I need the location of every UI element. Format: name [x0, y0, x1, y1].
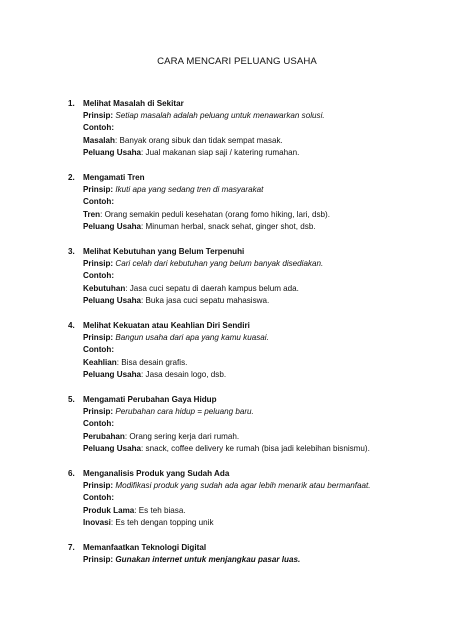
section-number: 5. [68, 395, 75, 404]
line-text: snack, coffee delivery ke rumah (bisa jadi kelebihan bisnismu). [143, 443, 370, 453]
line-text: Cari celah dari kebutuhan yang belum banyak disediakan. [113, 259, 324, 269]
section-line [83, 369, 458, 381]
line-text: Buka jasa cuci sepatu mahasiswa. [143, 295, 270, 305]
line-label: Prinsip: [83, 333, 114, 343]
section-line [83, 406, 458, 418]
line-label: Contoh: [83, 123, 115, 133]
line-label: Masalah [83, 135, 115, 145]
line-label: Kebutuhan [83, 283, 126, 293]
line-label: Prinsip: [83, 407, 114, 417]
section-line [83, 295, 458, 307]
section-heading: Mengamati Perubahan Gaya Hidup [83, 395, 217, 404]
section-6 [68, 468, 458, 529]
line-text: Orang sering kerja dari rumah. [127, 431, 240, 441]
line-text: Orang semakin peduli kesehatan (orang fomo hiking, lari, dsb). [102, 209, 330, 219]
line-label: Contoh: [83, 197, 115, 207]
section-number: 2. [68, 173, 75, 182]
line-separator: : [141, 221, 144, 231]
section-4 [68, 320, 458, 381]
line-label: Peluang Usaha [83, 443, 142, 453]
line-label: Prinsip: [83, 259, 114, 269]
line-text: Modifikasi produk yang sudah ada agar lebih menarik atau bermanfaat. [113, 481, 371, 491]
section-body [68, 554, 458, 566]
line-separator: : [141, 443, 144, 453]
section-heading-row [68, 468, 458, 480]
line-label: Prinsip: [83, 481, 114, 491]
line-text: Setiap masalah adalah peluang untuk menawarkan solusi. [113, 111, 325, 121]
document-title: CARA MENCARI PELUANG USAHA [157, 56, 317, 67]
line-text: Perubahan cara hidup = peluang baru. [113, 407, 254, 417]
line-label: Contoh: [83, 271, 115, 281]
section-line [83, 283, 458, 295]
section-1 [68, 98, 458, 159]
section-number: 3. [68, 247, 75, 256]
line-text: Jasa desain logo, dsb. [143, 369, 227, 379]
section-line [83, 431, 458, 443]
section-body [68, 406, 458, 455]
section-body [68, 480, 458, 529]
section-number: 7. [68, 543, 75, 552]
line-label: Prinsip: [83, 185, 114, 195]
line-text: Gunakan internet untuk menjangkau pasar luas. [113, 555, 301, 565]
section-7 [68, 542, 458, 566]
line-label: Tren [83, 209, 101, 219]
line-text: Es teh dengan topping unik [113, 517, 214, 527]
line-separator: : [116, 357, 119, 367]
line-label: Prinsip: [83, 111, 114, 121]
line-text: Banyak orang sibuk dan tidak sempat masak. [117, 135, 283, 145]
line-label: Peluang Usaha [83, 147, 142, 157]
section-2 [68, 172, 458, 233]
line-text: Bangun usaha dari apa yang kamu kuasai. [113, 333, 269, 343]
section-5 [68, 394, 458, 455]
line-text: Ikuti apa yang sedang tren di masyarakat [113, 185, 264, 195]
section-line [83, 196, 458, 208]
section-line [83, 110, 458, 122]
section-line [83, 480, 458, 492]
line-separator: : [141, 369, 144, 379]
line-separator: : [100, 209, 103, 219]
line-label: Produk Lama [83, 505, 135, 515]
line-label: Peluang Usaha [83, 295, 142, 305]
section-line [83, 135, 458, 147]
line-label: Peluang Usaha [83, 369, 142, 379]
section-heading-row [68, 246, 458, 258]
section-line [83, 270, 458, 282]
section-line [83, 147, 458, 159]
section-line [83, 122, 458, 134]
line-separator: : [141, 295, 144, 305]
line-separator: : [114, 135, 118, 145]
section-line [83, 554, 458, 566]
section-heading: Melihat Kebutuhan yang Belum Terpenuhi [83, 247, 245, 256]
section-line [83, 357, 458, 369]
line-text: Jual makanan siap saji / katering rumahan. [143, 147, 300, 157]
line-separator: : [134, 505, 137, 515]
line-label: Contoh: [83, 493, 115, 503]
line-label: Inovasi [83, 517, 111, 527]
section-body [68, 258, 458, 307]
section-heading-row [68, 320, 458, 332]
section-line [83, 418, 458, 430]
section-heading: Menganalisis Produk yang Sudah Ada [83, 469, 230, 478]
line-label: Contoh: [83, 419, 115, 429]
line-separator: : [141, 147, 144, 157]
line-label: Prinsip: [83, 555, 114, 565]
section-line [83, 344, 458, 356]
section-line [83, 492, 458, 504]
section-line [83, 332, 458, 344]
line-separator: : [110, 517, 114, 527]
section-heading: Melihat Kekuatan atau Keahlian Diri Sendiri [83, 321, 250, 330]
section-number: 6. [68, 469, 75, 478]
line-label: Perubahan [83, 431, 125, 441]
line-text: Minuman herbal, snack sehat, ginger shot, dsb. [143, 221, 316, 231]
section-line [83, 209, 458, 221]
section-body [68, 110, 458, 159]
section-number: 1. [68, 99, 75, 108]
section-heading-row [68, 172, 458, 184]
section-heading-row [68, 98, 458, 110]
section-line [83, 505, 458, 517]
line-separator: : [125, 283, 128, 293]
section-line [83, 258, 458, 270]
section-heading: Mengamati Tren [83, 173, 145, 182]
line-label: Contoh: [83, 345, 115, 355]
section-heading-row [68, 542, 458, 554]
section-line [83, 443, 458, 455]
section-heading-row [68, 394, 458, 406]
section-number: 4. [68, 321, 75, 330]
section-line [83, 221, 458, 233]
section-3 [68, 246, 458, 307]
line-text: Es teh biasa. [136, 505, 186, 515]
line-label: Peluang Usaha [83, 221, 142, 231]
section-line [83, 184, 458, 196]
section-heading: Melihat Masalah di Sekitar [83, 99, 184, 108]
line-label: Keahlian [83, 357, 117, 367]
section-line [83, 517, 458, 529]
section-heading: Memanfaatkan Teknologi Digital [83, 543, 207, 552]
line-text: Bisa desain grafis. [119, 357, 188, 367]
line-separator: : [124, 431, 128, 441]
section-body [68, 332, 458, 381]
section-body [68, 184, 458, 233]
line-text: Jasa cuci sepatu di daerah kampus belum ada. [127, 283, 299, 293]
